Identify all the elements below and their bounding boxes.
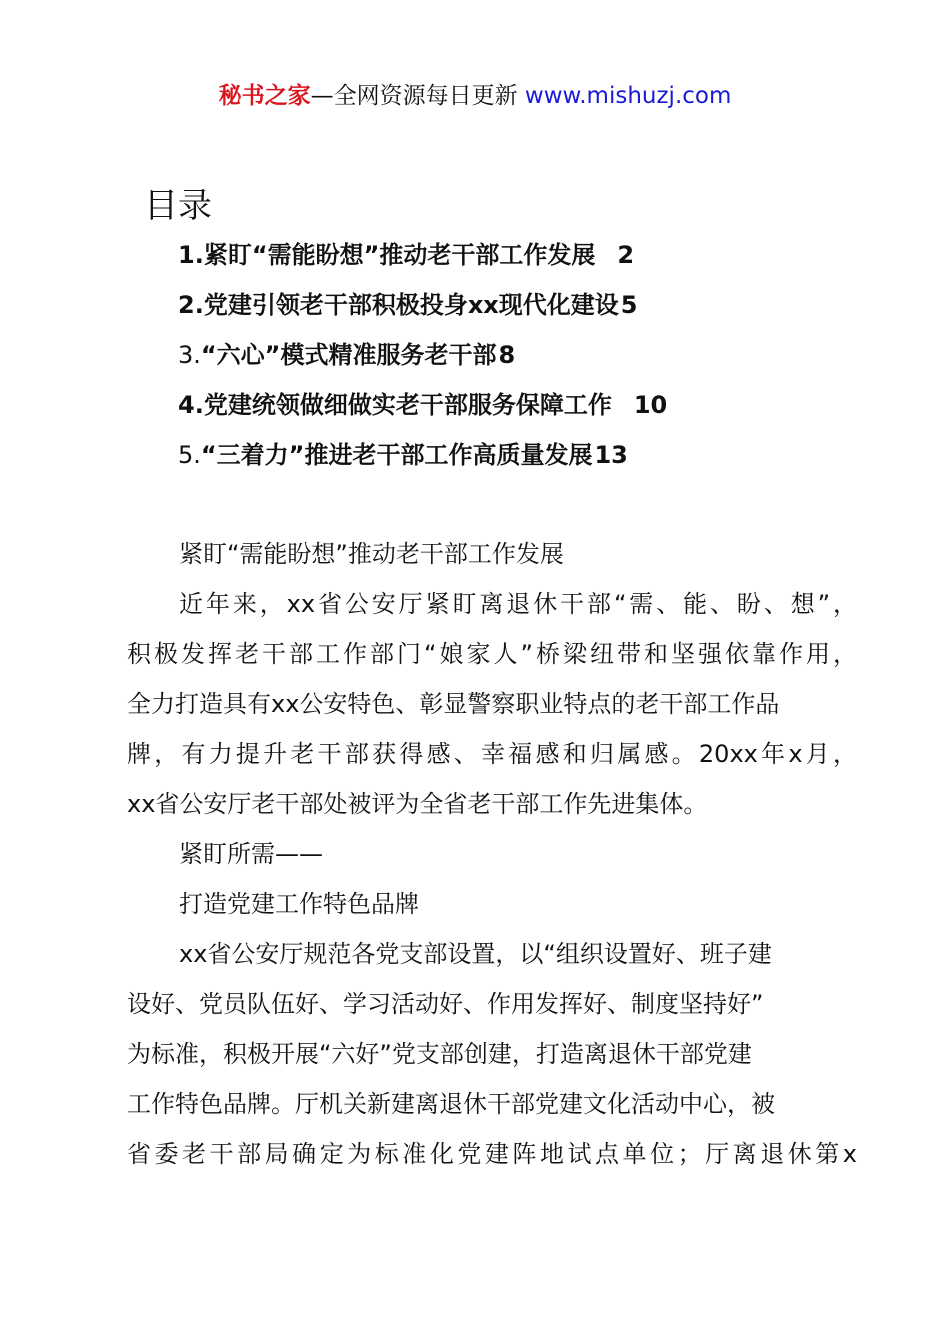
site-header [0,80,950,112]
subsection-heading: 紧盯所需—— [179,840,323,868]
paragraph-line: xx省公安厅规范各党支部设置，以“组织设置好、班子建 [179,940,772,968]
toc-item-number: 2. [178,291,204,319]
toc-item-number: 4. [178,391,204,419]
paragraph-line: 工作特色品牌。厅机关新建离退休干部党建文化活动中心，被 [127,1090,775,1118]
toc-item-2[interactable] [178,283,667,333]
toc-item-page: 8 [498,341,516,369]
paragraph-line: 牌，有力提升老干部获得感、幸福感和归属感。20xx年x月， [127,740,857,768]
site-tagline: —全网资源每日更新 [310,83,518,109]
paragraph-line: xx省公安厅老干部处被评为全省老干部工作先进集体。 [127,790,708,818]
paragraph-line: 设好、党员队伍好、学习活动好、作用发挥好、制度坚持好” [127,990,764,1018]
paragraph-line: 积极发挥老干部工作部门“娘家人”桥梁纽带和坚强依靠作用， [127,640,857,668]
toc-item-5[interactable] [178,433,667,483]
toc-item-4[interactable] [178,383,667,433]
toc-item-page: 13 [594,441,628,469]
toc-item-title: “三着力”推进老干部工作高质量发展 [200,441,593,469]
toc-item-title: 党建引领老干部积极投身xx现代化建设 [203,291,619,319]
toc-item-3[interactable] [178,333,667,383]
toc-item-page: 2 [617,241,635,269]
table-of-contents [178,233,667,483]
toc-item-title: 紧盯“需能盼想”推动老干部工作发展 [203,241,596,269]
toc-item-page: 5 [620,291,638,319]
site-url-link[interactable]: www.mishuzj.com [524,83,732,109]
toc-title: 目录 [144,186,212,226]
site-brand-name: 秘书之家 [218,83,311,109]
paragraph-line: 省委老干部局确定为标准化党建阵地试点单位；厅离退休第x [127,1140,857,1168]
section-heading: 紧盯“需能盼想”推动老干部工作发展 [179,540,564,568]
paragraph-line: 全力打造具有xx公安特色、彰显警察职业特点的老干部工作品 [127,690,780,718]
toc-item-number: 5. [178,441,201,469]
paragraph-line: 近年来，xx省公安厅紧盯离退休干部“需、能、盼、想”， [179,590,857,618]
toc-item-number: 3. [178,341,201,369]
paragraph-line: 为标准，积极开展“六好”党支部创建，打造离退休干部党建 [127,1040,752,1068]
toc-item-1[interactable] [178,233,667,283]
toc-item-title: 党建统领做细做实老干部服务保障工作 [203,391,612,419]
toc-item-title: “六心”模式精准服务老干部 [200,341,497,369]
toc-item-number: 1. [178,241,204,269]
toc-item-page: 10 [633,391,668,419]
document-body [127,530,857,1180]
subsection-heading: 打造党建工作特色品牌 [179,890,419,918]
